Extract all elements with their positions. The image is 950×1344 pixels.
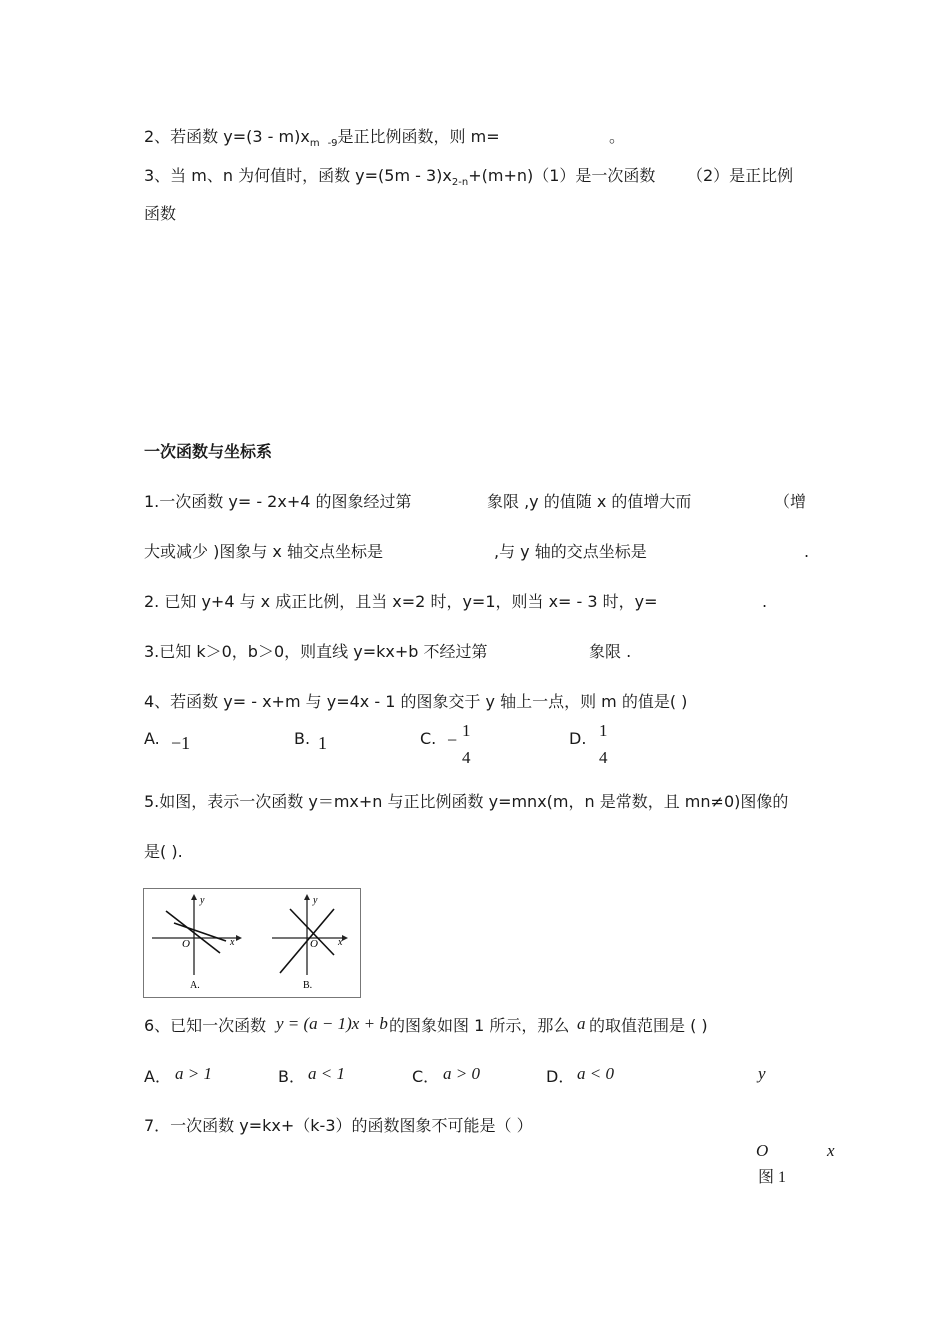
section-title: 一次函数与坐标系 (144, 442, 273, 461)
panel-b-x-arrow (342, 935, 348, 941)
q2-suffix: 是正比例函数，则 m= (337, 127, 500, 146)
q2-end: 。 (609, 127, 626, 146)
panel-b-graph (272, 894, 348, 991)
panel-a-y-arrow (191, 894, 197, 900)
panel-a-line-1 (166, 911, 220, 953)
s2-text: 2. 已知 y+4 与 x 成正比例，且当 x=2 时，y=1，则当 x= - 3 时，y= (144, 592, 658, 611)
panel-b-origin: O (310, 938, 318, 950)
s6-option-b-value: a < 1 (308, 1064, 345, 1083)
question-3 (144, 166, 655, 189)
fig1-origin-label: O (756, 1141, 769, 1160)
s6-option-d-label: D． (546, 1067, 575, 1086)
s5-line1: 5.如图，表示一次函数 y＝mx+n 与正比例函数 y=mnx(m，n 是常数，且 mn≠0)图像的 (144, 792, 789, 811)
s3-text: 3.已知 k＞0，b＞0，则直线 y=kx+b 不经过第 (144, 642, 488, 661)
s4-option-c-num: 1 (462, 721, 471, 740)
q3-part2: （2）是正比例 (687, 166, 794, 185)
s6-suffix: 的取值范围是 ( ) (589, 1016, 708, 1035)
s4-option-b-label: B. (294, 729, 311, 748)
s1-part-e: ,与 y 轴的交点坐标是 (494, 542, 647, 561)
s6-option-b-label: B． (278, 1067, 305, 1086)
question-2 (144, 127, 500, 150)
s5-figure-svg (144, 889, 360, 997)
s1-part-f: . (804, 542, 810, 561)
panel-a-label: A. (190, 980, 200, 991)
q2-prefix: 2、若函数 y=(3 - m)x (144, 127, 310, 146)
s1-part-a: 1.一次函数 y= - 2x+4 的图象经过第 (144, 492, 412, 511)
s5-line2: 是( ). (144, 842, 183, 861)
s4-option-c-label: C. (420, 729, 437, 748)
q3-line2: 函数 (144, 204, 177, 223)
fig1-y-label: y (758, 1064, 766, 1083)
s4-option-c-sign: − (447, 730, 458, 750)
s4-option-a-value: −1 (171, 733, 191, 753)
s6-option-a-label: A． (144, 1067, 171, 1086)
s1-part-c: （增 (774, 492, 807, 511)
s6-var: a (577, 1014, 586, 1033)
s6-formula: y = (a − 1)x + b (276, 1014, 388, 1033)
panel-b-x-label: x (338, 937, 343, 948)
panel-a-x-arrow (236, 935, 242, 941)
q2-sub-m: m (309, 138, 320, 149)
q3-prefix: 3、当 m、n 为何值时，函数 y=(5m - 3)x (144, 166, 452, 185)
s6-option-c-value: a > 0 (443, 1064, 480, 1083)
panel-b-label: B. (303, 980, 313, 991)
s5-figure (143, 888, 361, 998)
s2-end: . (762, 592, 768, 611)
s4-option-d-den: 4 (599, 748, 608, 767)
s4-option-d-num: 1 (599, 721, 608, 740)
s3-end: 象限 . (589, 642, 632, 661)
s4-option-d-label: D. (569, 729, 587, 748)
s6-option-d-value: a < 0 (577, 1064, 614, 1083)
s7-text: 7．一次函数 y=kx+（k-3）的函数图象不可能是（ ） (144, 1116, 533, 1135)
s4-stem: 4、若函数 y= - x+m 与 y=4x - 1 的图象交于 y 轴上一点，则 m 的值是( ) (144, 692, 688, 711)
s6-mid: 的图象如图 1 所示，那么 (389, 1016, 570, 1035)
s6-option-a-value: a > 1 (175, 1064, 212, 1083)
panel-a-graph (152, 894, 242, 991)
s4-option-b-value: 1 (318, 733, 327, 753)
s6-prefix: 6、已知一次函数 (144, 1016, 267, 1035)
s4-option-a-label: A. (144, 729, 160, 748)
s6-option-c-label: C． (412, 1067, 440, 1086)
panel-a-y-label: y (200, 895, 205, 906)
q3-suffix: +(m+n)（1）是一次函数 (468, 166, 656, 185)
panel-b-y-arrow (304, 894, 310, 900)
q3-sub: 2-n (451, 177, 469, 188)
s1-part-b: 象限 ,y 的值随 x 的值增大而 (487, 492, 692, 511)
panel-b-y-label: y (313, 895, 318, 906)
panel-a-origin: O (182, 938, 190, 950)
panel-a-x-label: x (230, 937, 235, 948)
fig1-caption: 图 1 (758, 1169, 787, 1186)
fig1-x-label: x (827, 1141, 835, 1160)
q2-sub-rest: -9 (327, 138, 338, 149)
s1-part-d: 大或减少 )图象与 x 轴交点坐标是 (144, 542, 383, 561)
s4-option-c-den: 4 (462, 748, 471, 767)
